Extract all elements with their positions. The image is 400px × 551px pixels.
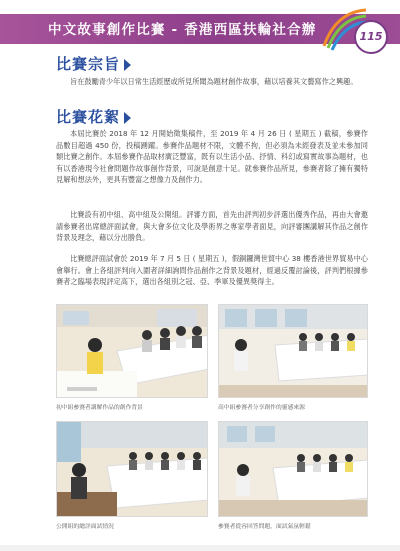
photo-caption-2: 高中組參賽者分享創作的靈感來源 — [218, 405, 305, 411]
purpose-paragraph: 旨在鼓勵青少年以日常生活經歷或所見所聞為題材創作故事，藉以培養其文藝寫作之興趣。 — [70, 77, 358, 86]
photo-open-interview — [56, 421, 208, 517]
photo-senior-interview — [218, 304, 368, 398]
page-number: 115 — [354, 20, 388, 54]
highlights-paragraph-2: 比賽設有初中組、高中組及公開組。評審方面，首先由評判初步評選出優秀作品，再由大會邀請參賽者出席總評面試會，與大會多位文化及學術界之專家學者面見，向評審團講解其作品之創作背景及理念，藉以分出勝負。 — [56, 210, 368, 243]
footer-bar — [0, 545, 400, 551]
section-heading-text: 比賽宗旨 — [56, 55, 121, 73]
page-header-title: 中文故事創作比賽 - 香港西區扶輪社合辦 — [48, 22, 317, 38]
section-heading-text: 比賽花絮 — [56, 108, 121, 126]
section-heading-purpose — [56, 54, 131, 74]
photo-caption-4: 參賽者從容回答問題，面試氣氛輕鬆 — [218, 524, 311, 530]
highlights-paragraph-1: 本屆比賽於 2018 年 12 月開始徵集稿件，至 2019 年 4 月 26 日 ( 星期五 ) 截稿，參賽作品數目超過 450 份，投稿踴躍。參賽作品題材不限，文體不拘，但必須為未經發表及並未參加同類比賽之創作。本屆參賽作品取材廣泛豐富，既有以生活小品、抒情、科幻或寫實故事為題材，也有以香港現今社會問題作故事創作背景，可說是創意十足。就參賽作品所見，參賽者除了擁有獨特見解和想法外，更具有豐富之想像力及創作力。 — [56, 129, 368, 185]
photo-relaxed-interview — [218, 421, 368, 517]
photo-caption-3: 公開組的總評面試情況 — [56, 524, 114, 530]
play-arrow-icon — [124, 112, 131, 124]
photo-junior-interview — [56, 304, 208, 398]
photo-caption-1: 初中組參賽者講解作品的創作背景 — [56, 405, 143, 411]
section-heading-highlights — [56, 107, 131, 127]
play-arrow-icon — [124, 59, 131, 71]
highlights-paragraph-3: 比賽總評面試會於 2019 年 7 月 5 日 ( 星期五 )，假銅鑼灣世貿中心 38 樓香港世界貿易中心會舉行。會上各組評判向入圍者詳細詢問作品創作之背景及題材，經過反覆討論後，評判們根據參賽者之臨場表現評定高下，選出各組別之冠、亞、季軍及優異獎得主。 — [56, 254, 368, 287]
